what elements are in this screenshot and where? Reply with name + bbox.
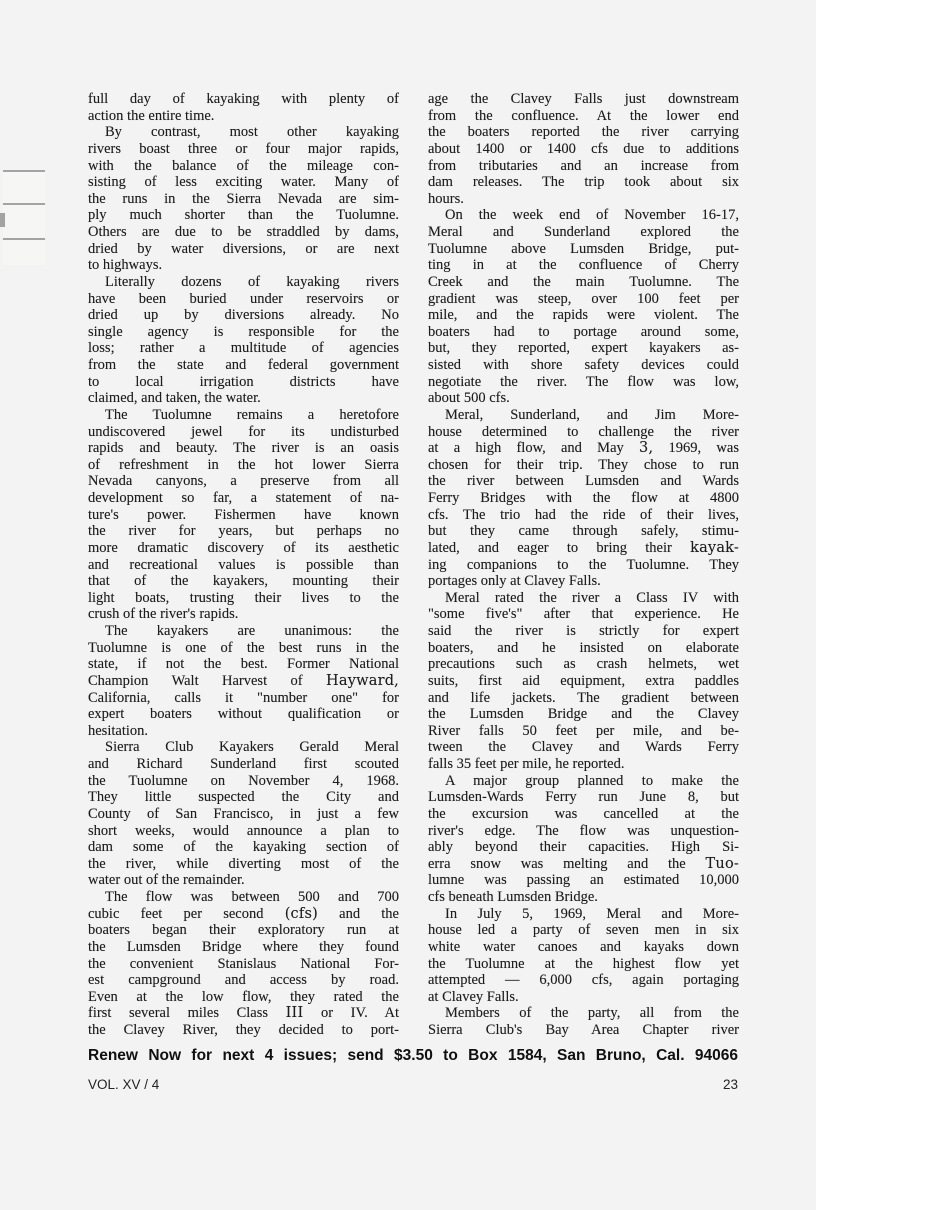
text-line: ing companions to the Tuolumne. They bbox=[428, 556, 739, 573]
text-line: state, if not the best. Former National bbox=[88, 656, 399, 673]
text-line: On the week end of November 16-17, bbox=[445, 207, 739, 224]
text-line: ture's power. Fishermen have known bbox=[88, 506, 399, 523]
text-line: rivers boast three or four major rapids, bbox=[88, 140, 399, 157]
text-line: chosen for their trip. They chose to run bbox=[428, 456, 739, 473]
text-line: Meral and Sunderland explored the bbox=[428, 224, 739, 240]
text-line: Creek and the main Tuolumne. The bbox=[428, 273, 739, 290]
page-footer bbox=[88, 1077, 738, 1092]
text-line: from tributaries and an increase from bbox=[428, 157, 739, 174]
text-line: Tuolumne above Lumsden Bridge, put- bbox=[428, 240, 739, 257]
paragraph bbox=[88, 889, 399, 1039]
text-line: They little suspected the City and bbox=[88, 789, 399, 806]
text-line: By contrast, most other kayaking bbox=[105, 124, 399, 141]
dark-print-word: kayak- bbox=[690, 539, 739, 556]
paragraph bbox=[88, 407, 399, 623]
text-line: In July 5, 1969, Meral and More- bbox=[445, 905, 739, 922]
text-line: boaters, and he insisted on elaborate bbox=[428, 639, 739, 656]
text-line: portages only at Clavey Falls. bbox=[428, 573, 601, 590]
text-line: light boats, trusting their lives to the bbox=[88, 589, 399, 606]
page-margin-strip bbox=[816, 0, 935, 1210]
text-line: Sierra Club Kayakers Gerald Meral bbox=[105, 739, 399, 756]
dark-print-word: (cfs) bbox=[284, 905, 318, 922]
text-line: boaters had to portage around some, bbox=[428, 323, 739, 340]
text-line: but, they reported, expert kayakers as- bbox=[428, 340, 739, 357]
text-line: mile, and the rapids were violent. The bbox=[428, 307, 739, 324]
text-line: about 1400 or 1400 cfs due to additions bbox=[428, 140, 739, 157]
page-number: 23 bbox=[722, 1077, 738, 1092]
dark-print-word: Hayward, bbox=[326, 672, 399, 689]
article-column-right bbox=[428, 91, 739, 1039]
paragraph bbox=[428, 407, 739, 590]
text-line: sisting of less exciting water. Many of bbox=[88, 174, 399, 191]
dark-print-word: III bbox=[285, 1005, 304, 1022]
text-line: gradient was steep, over 100 feet per bbox=[428, 290, 739, 307]
text-line: river's edge. The flow was unquestion- bbox=[428, 822, 739, 839]
text-line: lumne was passing an estimated 10,000 bbox=[428, 872, 739, 889]
text-line: expert boaters without qualification or bbox=[88, 706, 399, 723]
text-line: the convenient Stanislaus National For- bbox=[88, 955, 399, 972]
article-column-left bbox=[88, 91, 399, 1039]
text-line: the river for years, but perhaps no bbox=[88, 523, 399, 540]
text-line: ply much shorter than the Tuolumne. bbox=[88, 207, 399, 224]
paragraph bbox=[88, 124, 399, 274]
text-line: Members of the party, all from the bbox=[445, 1005, 739, 1022]
text-line: Even at the low flow, they rated the bbox=[88, 988, 399, 1005]
text-line: undiscovered jewel for its undisturbed bbox=[88, 423, 399, 440]
text-line: dried by water diversions, or are next bbox=[88, 240, 399, 257]
text-line: Literally dozens of kayaking rivers bbox=[105, 273, 399, 290]
text-line: California, calls it "number one" for bbox=[88, 689, 399, 706]
text-line: A major group planned to make the bbox=[445, 772, 739, 789]
text-line: negotiate the river. The flow was low, bbox=[428, 373, 739, 390]
text-line: ably beyond their capacities. High Si- bbox=[428, 839, 739, 856]
text-line: at a high flow, and May 3, 1969, was bbox=[428, 440, 739, 457]
article-body bbox=[88, 91, 738, 1039]
text-line: Ferry Bridges with the flow at 4800 bbox=[428, 490, 739, 506]
scan-artifact bbox=[0, 165, 50, 270]
text-line: Meral, Sunderland, and Jim More- bbox=[445, 406, 739, 423]
text-line: cubic feet per second (cfs) and the bbox=[88, 905, 399, 922]
text-line: dried up by diversions already. No bbox=[88, 307, 399, 324]
text-line: lated, and eager to bring their kayak- bbox=[428, 539, 739, 556]
text-line: tween the Clavey and Wards Ferry bbox=[428, 739, 739, 756]
dark-print-word: 3, bbox=[639, 440, 654, 457]
text-line: said the river is strictly for expert bbox=[428, 623, 739, 639]
text-line: from the confluence. At the lower end bbox=[428, 107, 739, 124]
text-line: "some five's" after that experience. He bbox=[428, 606, 739, 623]
text-line: Sierra Club's Bay Area Chapter river bbox=[428, 1022, 739, 1038]
text-line: dam some of the kayaking section of bbox=[88, 839, 399, 856]
volume-label: VOL. XV / 4 bbox=[88, 1077, 160, 1092]
text-line: est campground and access by road. bbox=[88, 972, 399, 989]
paragraph bbox=[88, 91, 399, 124]
text-line: and recreational values is possible than bbox=[88, 556, 399, 573]
text-line: to local irrigation districts have bbox=[88, 373, 399, 390]
text-line: erra snow was melting and the Tuo- bbox=[428, 855, 739, 872]
text-line: sisted with shore safety devices could bbox=[428, 357, 739, 373]
dark-print-word: Tuo- bbox=[705, 855, 739, 872]
text-line: white water canoes and kayaks down bbox=[428, 938, 739, 955]
text-line: Meral rated the river a Class IV with bbox=[445, 589, 739, 606]
text-line: more dramatic discovery of its aesthetic bbox=[88, 539, 399, 556]
paragraph bbox=[428, 906, 739, 1006]
text-line: Tuolumne is one of the best runs in the bbox=[88, 639, 399, 656]
text-line: suits, first aid equipment, extra paddles bbox=[428, 672, 739, 689]
text-line: cfs. The trio had the ride of their lives, bbox=[428, 506, 739, 523]
text-line: dam releases. The trip took about six bbox=[428, 174, 739, 191]
text-line: action the entire time. bbox=[88, 107, 215, 124]
text-line: falls 35 feet per mile, he reported. bbox=[428, 756, 625, 772]
scan-artifact-tick bbox=[0, 213, 5, 227]
paragraph bbox=[428, 590, 739, 773]
text-line: hesitation. bbox=[88, 722, 149, 739]
paragraph bbox=[88, 274, 399, 407]
text-line: The kayakers are unanimous: the bbox=[105, 623, 399, 639]
text-line: rapids and beauty. The river is an oasis bbox=[88, 440, 399, 457]
text-line: precautions such as crash helmets, wet bbox=[428, 656, 739, 673]
text-line: at Clavey Falls. bbox=[428, 988, 519, 1005]
renewal-notice: Renew Now for next 4 issues; send $3.50 to Box 1584, San Bruno, Cal. 94066 bbox=[88, 1047, 738, 1064]
text-line: first several miles Class III or IV. At bbox=[88, 1005, 399, 1022]
text-line: water out of the remainder. bbox=[88, 872, 245, 889]
text-line: ting in at the confluence of Cherry bbox=[428, 257, 739, 274]
text-line: that of the kayakers, mounting their bbox=[88, 573, 399, 590]
text-line: development so far, a statement of na- bbox=[88, 490, 399, 506]
text-line: about 500 cfs. bbox=[428, 390, 510, 407]
text-line: the Clavey River, they decided to port- bbox=[88, 1022, 399, 1038]
text-line: with the balance of the mileage con- bbox=[88, 157, 399, 174]
text-line: cfs beneath Lumsden Bridge. bbox=[428, 889, 598, 905]
text-line: River falls 50 feet per mile, and be- bbox=[428, 722, 739, 739]
text-line: from the state and federal government bbox=[88, 357, 399, 373]
text-line: Lumsden-Wards Ferry run June 8, but bbox=[428, 789, 739, 806]
text-line: and life jackets. The gradient between bbox=[428, 689, 739, 706]
text-line: the runs in the Sierra Nevada are sim- bbox=[88, 190, 399, 207]
text-line: attempted — 6,000 cfs, again portaging bbox=[428, 972, 739, 989]
text-line: the Lumsden Bridge and the Clavey bbox=[428, 706, 739, 723]
paragraph bbox=[428, 207, 739, 407]
text-line: the Tuolumne at the highest flow yet bbox=[428, 955, 739, 972]
text-line: hours. bbox=[428, 190, 464, 207]
scan-artifact-patch bbox=[3, 171, 45, 265]
text-line: and Richard Sunderland first scouted bbox=[88, 756, 399, 772]
text-line: Champion Walt Harvest of Hayward, bbox=[88, 672, 399, 689]
paragraph bbox=[428, 91, 739, 207]
text-line: County of San Francisco, in just a few bbox=[88, 805, 399, 822]
text-line: boaters began their exploratory run at bbox=[88, 922, 399, 939]
text-line: the river, while diverting most of the bbox=[88, 855, 399, 872]
text-line: full day of kayaking with plenty of bbox=[88, 91, 399, 107]
scan-artifact-line bbox=[3, 238, 45, 240]
paragraph bbox=[428, 773, 739, 906]
text-line: have been buried under reservoirs or bbox=[88, 290, 399, 307]
scan-artifact-line bbox=[3, 203, 45, 205]
scan-artifact-line bbox=[3, 170, 45, 172]
paragraph bbox=[88, 739, 399, 889]
text-line: the river between Lumsden and Wards bbox=[428, 473, 739, 490]
text-line: the boaters reported the river carrying bbox=[428, 124, 739, 141]
text-line: house determined to challenge the river bbox=[428, 423, 739, 440]
text-line: claimed, and taken, the water. bbox=[88, 390, 261, 407]
text-line: Others are due to be straddled by dams, bbox=[88, 224, 399, 240]
paragraph bbox=[428, 1005, 739, 1038]
text-line: The flow was between 500 and 700 bbox=[105, 889, 399, 905]
text-line: age the Clavey Falls just downstream bbox=[428, 91, 739, 107]
text-line: Nevada canyons, a preserve from all bbox=[88, 473, 399, 490]
text-line: crush of the river's rapids. bbox=[88, 606, 239, 623]
text-line: of refreshment in the hot lower Sierra bbox=[88, 456, 399, 473]
text-line: the Lumsden Bridge where they found bbox=[88, 938, 399, 955]
text-line: to highways. bbox=[88, 257, 163, 274]
text-line: house led a party of seven men in six bbox=[428, 922, 739, 939]
text-line: but they came through safely, stimu- bbox=[428, 523, 739, 540]
text-line: the Tuolumne on November 4, 1968. bbox=[88, 772, 399, 789]
text-line: the excursion was cancelled at the bbox=[428, 805, 739, 822]
text-line: short weeks, would announce a plan to bbox=[88, 822, 399, 839]
text-line: loss; rather a multitude of agencies bbox=[88, 340, 399, 357]
text-line: single agency is responsible for the bbox=[88, 323, 399, 340]
text-line: The Tuolumne remains a heretofore bbox=[105, 406, 399, 423]
paragraph bbox=[88, 623, 399, 739]
